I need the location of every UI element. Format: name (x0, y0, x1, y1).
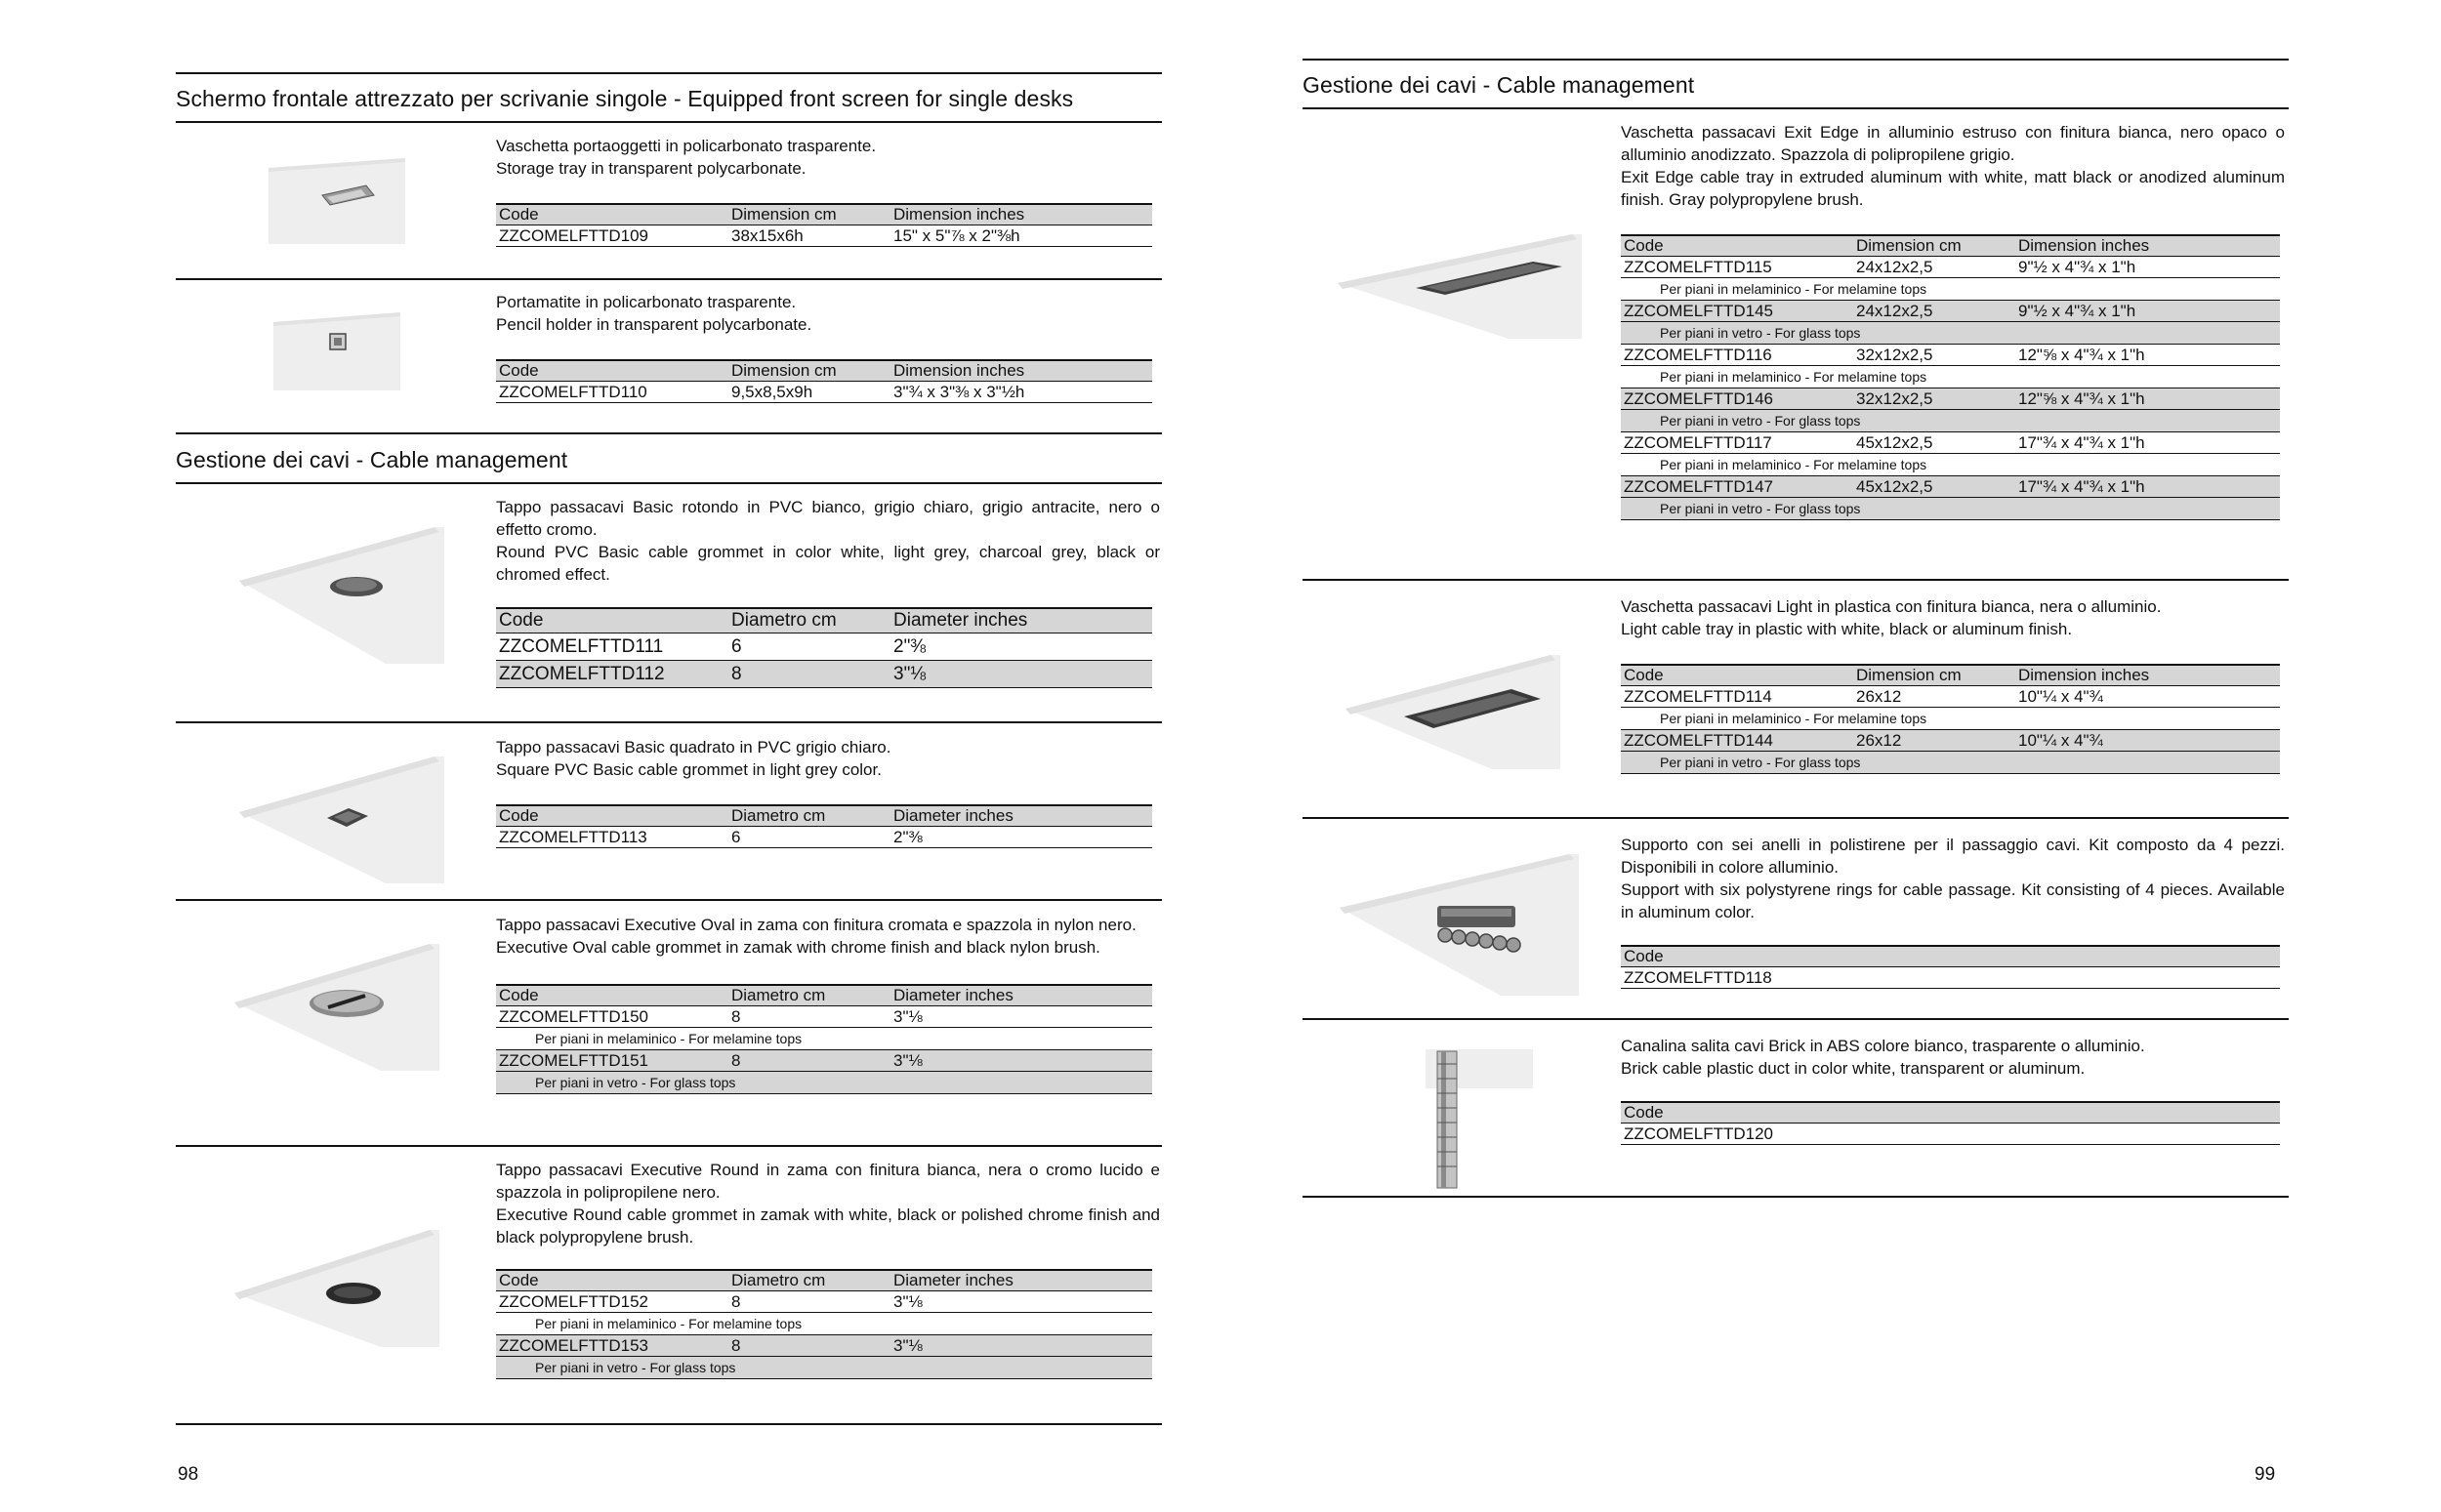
product-table: Code ZZCOMELFTTD120 (1621, 1101, 2280, 1145)
table-note: Per piani in melaminico - For melamine tops (496, 1028, 1152, 1050)
table-row: ZZCOMELFTTD114 26x12 10"¼ x 4"¾ (1621, 686, 2280, 708)
table-row: ZZCOMELFTTD113 6 2"⅜ (496, 827, 1152, 848)
table-note: Per piani in vetro - For glass tops (1621, 498, 2280, 520)
table-row: ZZCOMELFTTD152 8 3"⅛ (496, 1291, 1152, 1313)
table-row: ZZCOMELFTTD144 26x12 10"¼ x 4"¾ (1621, 730, 2280, 752)
storage-tray-image (269, 148, 410, 246)
product-description: Vaschetta passacavi Exit Edge in alluminio estruso con finitura bianca, nero opaco o alluminio anodizzato. Spazzola di polipropilene grigio. Exit Edge cable tray in extruded aluminum with white, matt black or anodized aluminum finish. Gray polypropylene brush. (1621, 123, 2285, 209)
table-note: Per piani in melaminico - For melamine tops (1621, 454, 2280, 476)
product-divider (176, 1145, 1162, 1147)
product-table: Code ZZCOMELFTTD118 (1621, 945, 2280, 989)
light-tray-image (1345, 650, 1570, 772)
header-rule-top (176, 72, 1162, 74)
product-description: Portamatite in policarbonato trasparente. Pencil holder in transparent polycarbonate. (496, 293, 812, 334)
product-divider (1303, 817, 2289, 819)
right-page (1220, 0, 2441, 1512)
section-title-cable-management: Gestione dei cavi - Cable management (176, 447, 568, 472)
table-note: Per piani in vetro - For glass tops (1621, 410, 2280, 432)
pencil-holder-image (273, 305, 405, 392)
right-header-title: Gestione dei cavi - Cable management (1303, 72, 1695, 98)
table-note: Per piani in vetro - For glass tops (1621, 752, 2280, 774)
product-description: Tappo passacavi Basic rotondo in PVC bianco, grigio chiaro, grigio antracite, nero o effetto cromo. Round PVC Basic cable grommet in color white, light grey, charcoal grey, black or chromed effect. (496, 498, 1160, 584)
product-description: Vaschetta portaoggetti in policarbonato trasparente. Storage tray in transparent polycarbonate. (496, 137, 877, 178)
table-note: Per piani in melaminico - For melamine tops (1621, 278, 2280, 301)
product-description: Vaschetta passacavi Light in plastica con finitura bianca, nera o alluminio. Light cable tray in plastic with white, black or aluminum finish. (1621, 597, 2162, 638)
left-page (0, 0, 1220, 1512)
product-divider (1303, 1018, 2289, 1020)
table-row: ZZCOMELFTTD118 (1621, 967, 2280, 989)
table-note: Per piani in vetro - For glass tops (496, 1357, 1152, 1379)
product-description: Tappo passacavi Basic quadrato in PVC grigio chiaro. Square PVC Basic cable grommet in light grey color. (496, 738, 891, 779)
product-table: Code Diametro cm Diameter inches ZZCOMELFTTD152 8 3"⅛ Per piani in melaminico - For melamine tops ZZCOMELFTTD153 8 3"⅛ Per piani in vetro - For glass tops (496, 1269, 1152, 1379)
product-description: Tappo passacavi Executive Oval in zama con finitura cromata e spazzola in nylon nero. Executive Oval cable grommet in zamak with chrome finish and black nylon brush. (496, 916, 1137, 957)
exit-edge-tray-image (1338, 229, 1592, 342)
table-note: Per piani in vetro - For glass tops (1621, 322, 2280, 345)
product-divider (176, 278, 1162, 280)
product-table: Code Dimension cm Dimension inches ZZCOMELFTTD114 26x12 10"¼ x 4"¾ Per piani in melaminico - For melamine tops ZZCOMELFTTD144 26x12 10"¼ x 4"¾ Per piani in vetro - For glass tops (1621, 664, 2280, 774)
square-grommet-image (239, 752, 449, 888)
table-row: ZZCOMELFTTD111 6 2"⅜ (496, 633, 1152, 661)
product-table: Code Dimension cm Dimension inches ZZCOMELFTTD110 9,5x8,5x9h 3"¾ x 3"⅜ x 3"½h (496, 359, 1152, 403)
product-table: Code Diametro cm Diameter inches ZZCOMELFTTD111 6 2"⅜ ZZCOMELFTTD112 8 3"⅛ (496, 607, 1152, 688)
round-grommet-image (239, 522, 449, 669)
table-row: ZZCOMELFTTD117 45x12x2,5 17"¾ x 4"¾ x 1"h (1621, 432, 2280, 454)
footer-rule (176, 1423, 1162, 1425)
table-row: ZZCOMELFTTD115 24x12x2,5 9"½ x 4"¾ x 1"h (1621, 257, 2280, 278)
table-row: ZZCOMELFTTD145 24x12x2,5 9"½ x 4"¾ x 1"h (1621, 301, 2280, 322)
product-table: Code Dimension cm Dimension inches ZZCOMELFTTD109 38x15x6h 15" x 5"⅞ x 2"⅜h (496, 203, 1152, 247)
header-rule-top (1303, 59, 2289, 61)
table-row: ZZCOMELFTTD109 38x15x6h 15" x 5"⅞ x 2"⅜h (496, 225, 1152, 247)
table-row: ZZCOMELFTTD150 8 3"⅛ (496, 1006, 1152, 1028)
product-divider (1303, 579, 2289, 581)
product-description: Canalina salita cavi Brick in ABS colore bianco, trasparente o alluminio. Brick cable plastic duct in color white, transparent or aluminum. (1621, 1037, 2145, 1078)
table-note: Per piani in melaminico - For melamine tops (1621, 708, 2280, 730)
table-row: ZZCOMELFTTD116 32x12x2,5 12"⅝ x 4"¾ x 1"h (1621, 345, 2280, 366)
table-row: ZZCOMELFTTD151 8 3"⅛ (496, 1050, 1152, 1072)
executive-round-grommet-image (234, 1225, 444, 1352)
product-table: Code Dimension cm Dimension inches ZZCOMELFTTD115 24x12x2,5 9"½ x 4"¾ x 1"h Per piani in melaminico - For melamine tops ZZCOMELFTTD145 24x12x2,5 9"½ x 4"¾ x 1"h Per piani in vetro - For glass tops ZZCOMELFTTD116 32x12x2,5 12"⅝ x 4"¾ x 1"h Per piani in melaminico - For melamine tops ZZCOMELFTTD146 32x12x2,5 12"⅝ x 4"¾ x 1"h Per piani in vetro - For glass tops ZZCOMELFTTD117 45x12x2,5 17"¾ x 4"¾ x 1"h Per piani in melaminico - For melamine tops ZZCOMELFTTD147 45x12x2,5 17"¾ x 4"¾ x 1"h Per piani in vetro - For glass tops (1621, 234, 2280, 520)
product-description: Tappo passacavi Executive Round in zama con finitura bianca, nera o cromo lucido e spazzola in polipropilene nero. Executive Round cable grommet in zamak with white, black or polished chrome finish and black polypropylene brush. (496, 1161, 1160, 1246)
table-note: Per piani in vetro - For glass tops (496, 1072, 1152, 1094)
ring-support-image (1340, 849, 1584, 1001)
page-number: 99 (2255, 1464, 2276, 1485)
oval-grommet-image (234, 939, 444, 1076)
table-row: ZZCOMELFTTD146 32x12x2,5 12"⅝ x 4"¾ x 1"h (1621, 388, 2280, 410)
table-row: ZZCOMELFTTD120 (1621, 1124, 2280, 1145)
table-row: ZZCOMELFTTD110 9,5x8,5x9h 3"¾ x 3"⅜ x 3"½h (496, 382, 1152, 403)
section-rule-bottom (176, 482, 1162, 484)
table-row: ZZCOMELFTTD147 45x12x2,5 17"¾ x 4"¾ x 1"h (1621, 476, 2280, 498)
header-rule-bottom (1303, 107, 2289, 109)
left-header-title: Schermo frontale attrezzato per scrivanie singole - Equipped front screen for single desks (176, 86, 1074, 111)
product-table: Code Diametro cm Diameter inches ZZCOMELFTTD113 6 2"⅜ (496, 804, 1152, 848)
product-divider (176, 899, 1162, 901)
product-divider (176, 721, 1162, 723)
product-divider (1303, 1196, 2289, 1198)
header-rule-bottom (176, 121, 1162, 123)
section-rule-top (176, 432, 1162, 434)
product-table: Code Diametro cm Diameter inches ZZCOMELFTTD150 8 3"⅛ Per piani in melaminico - For melamine tops ZZCOMELFTTD151 8 3"⅛ Per piani in vetro - For glass tops (496, 984, 1152, 1094)
brick-duct-image (1406, 1040, 1543, 1196)
table-row: ZZCOMELFTTD153 8 3"⅛ (496, 1335, 1152, 1357)
product-description: Supporto con sei anelli in polistirene per il passaggio cavi. Kit composto da 4 pezzi. Disponibili in colore alluminio. Support with six polystyrene rings for cable passage. Kit consisting of 4 pieces. Available in aluminum color. (1621, 836, 2285, 921)
page-number: 98 (178, 1464, 199, 1485)
table-note: Per piani in melaminico - For melamine tops (496, 1313, 1152, 1335)
table-row: ZZCOMELFTTD112 8 3"⅛ (496, 661, 1152, 688)
table-note: Per piani in melaminico - For melamine tops (1621, 366, 2280, 388)
